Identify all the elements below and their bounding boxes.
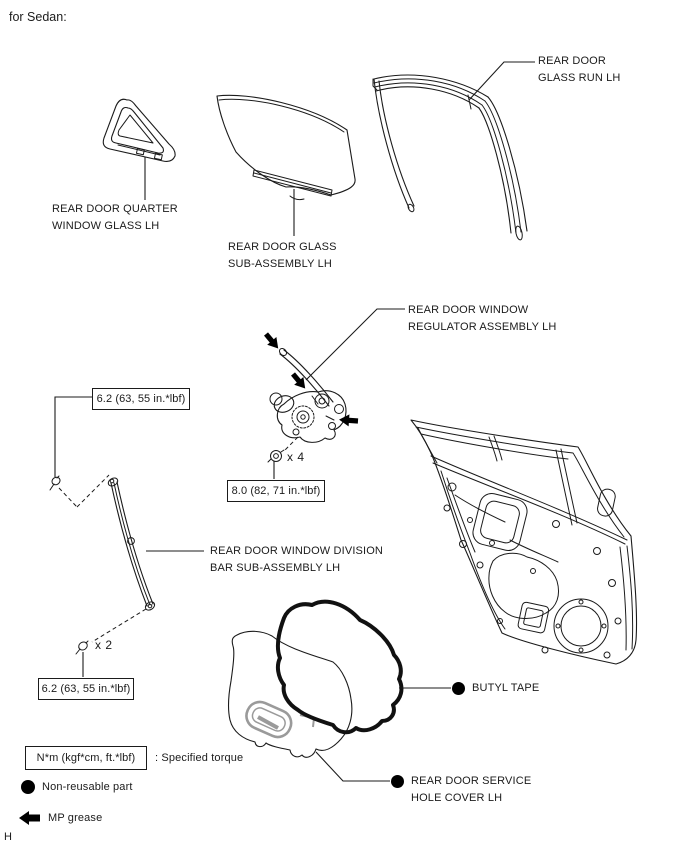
screw-icon	[50, 476, 62, 490]
torque-value: 6.2 (63, 55 in.*lbf)	[41, 683, 131, 695]
torque-spec-division-bar-lower	[38, 678, 134, 700]
screw-icon	[76, 640, 89, 654]
page-title: for Sedan:	[9, 10, 67, 24]
label-line: BUTYL TAPE	[472, 682, 540, 694]
torque-value: 6.2 (63, 55 in.*lbf)	[96, 393, 186, 405]
label-service-hole-cover	[391, 773, 531, 807]
quantity-regulator-bolts: x 4	[287, 450, 305, 464]
legend-torque-box	[25, 746, 147, 770]
torque-spec-division-bar-upper	[92, 388, 190, 410]
legend-torque-desc: : Specified torque	[155, 752, 244, 764]
label-line: SUB-ASSEMBLY LH	[228, 258, 332, 270]
label-line: HOLE COVER LH	[411, 792, 503, 804]
legend-text: MP grease	[48, 812, 103, 824]
label-line: BAR SUB-ASSEMBLY LH	[210, 562, 341, 574]
torque-spec-regulator-bolts	[227, 480, 325, 502]
label-quarter-window-glass	[52, 201, 178, 235]
grommet-detail	[242, 698, 314, 741]
non-reusable-dot-icon	[452, 682, 465, 695]
legend-mp-grease	[19, 810, 102, 827]
label-glass-run	[538, 53, 621, 87]
label-line: REAR DOOR WINDOW	[408, 304, 529, 316]
label-division-bar	[210, 543, 383, 577]
division-bar-art	[50, 475, 156, 654]
label-line: REAR DOOR	[538, 55, 606, 67]
legend-text: Non-reusable part	[42, 781, 133, 793]
label-line: REGULATOR ASSEMBLY LH	[408, 321, 557, 333]
label-line: REAR DOOR QUARTER	[52, 203, 178, 215]
label-line: REAR DOOR WINDOW DIVISION	[210, 545, 384, 557]
legend-non-reusable	[21, 779, 133, 796]
page-footer-letter: H	[4, 831, 12, 843]
bolt-icon	[268, 450, 284, 462]
label-line: WINDOW GLASS LH	[52, 220, 160, 232]
quantity-division-bar-screws: x 2	[95, 638, 113, 652]
mp-grease-arrow-icon	[19, 811, 41, 826]
label-line: GLASS RUN LH	[538, 72, 621, 84]
label-butyl-tape	[452, 680, 539, 697]
rear-door-panel-art	[411, 420, 637, 664]
label-window-regulator	[408, 302, 556, 336]
butyl-tape-art	[278, 602, 402, 733]
window-regulator-art	[261, 330, 358, 462]
label-line: REAR DOOR GLASS	[228, 241, 337, 253]
non-reusable-dot-icon	[21, 780, 35, 794]
legend-torque-units: N*m (kgf*cm, ft.*lbf)	[36, 752, 136, 764]
label-line: REAR DOOR SERVICE	[411, 775, 532, 787]
leader-lines	[55, 62, 535, 781]
torque-value: 8.0 (82, 71 in.*lbf)	[231, 485, 321, 497]
label-glass-sub-assembly	[228, 239, 337, 273]
service-hole-cover-art	[228, 631, 351, 757]
mp-grease-arrow-icon	[288, 370, 309, 392]
non-reusable-dot-icon	[391, 775, 404, 788]
glass-run-art	[373, 75, 527, 240]
glass-sub-assembly-art	[217, 95, 355, 199]
quarter-window-glass-art	[103, 99, 175, 161]
